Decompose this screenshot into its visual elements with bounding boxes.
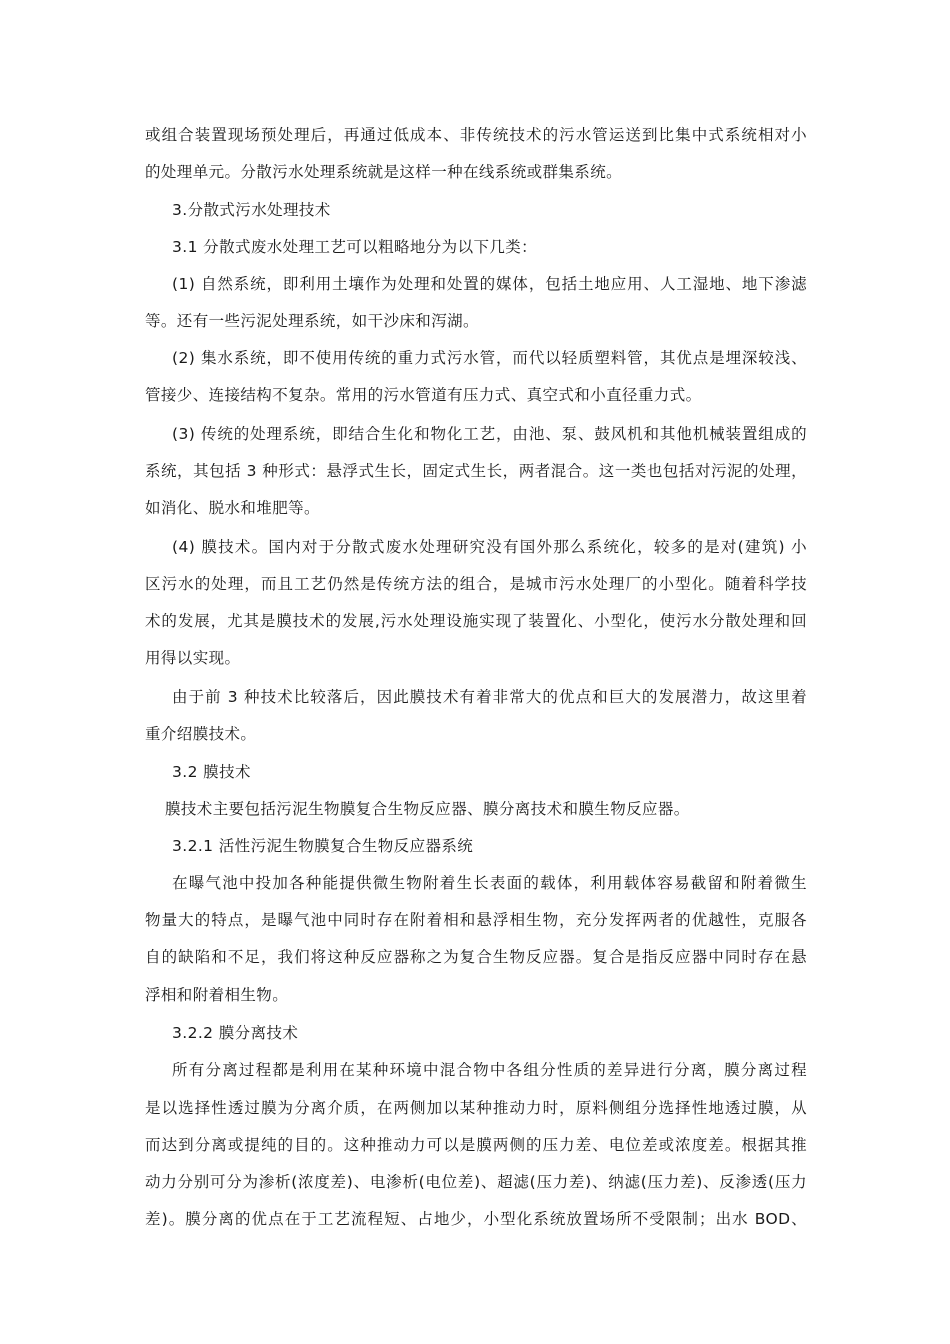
subsection-heading: 3.2.1 活性污泥生物膜复合生物反应器系统: [172, 837, 474, 855]
text-line: (3) 传统的处理系统，即结合生化和物化工艺，由池、泵、鼓风机和其他机械装置组成的: [172, 425, 807, 443]
text-line: 膜技术主要包括污泥生物膜复合生物反应器、膜分离技术和膜生物反应器。: [165, 800, 690, 818]
text-line: 动力分别可分为渗析(浓度差)、电渗析(电位差)、超滤(压力差)、纳滤(压力差)、反渗透(压力: [145, 1173, 807, 1191]
text-line: 由于前 3 种技术比较落后，因此膜技术有着非常大的优点和巨大的发展潜力，故这里着: [172, 688, 807, 706]
text-line: 是以选择性透过膜为分离介质，在两侧加以某种推动力时，原料侧组分选择性地透过膜，从: [145, 1099, 807, 1117]
text-line: 或组合装置现场预处理后，再通过低成本、非传统技术的污水管运送到比集中式系统相对小: [145, 126, 807, 144]
text-line: 重介绍膜技术。: [145, 725, 257, 743]
text-line: 而达到分离或提纯的目的。这种推动力可以是膜两侧的压力差、电位差或浓度差。根据其推: [145, 1136, 807, 1154]
text-line: 在曝气池中投加各种能提供微生物附着生长表面的载体，利用载体容易截留和附着微生: [172, 874, 807, 892]
text-line: 术的发展，尤其是膜技术的发展,污水处理设施实现了装置化、小型化，使污水分散处理和回: [145, 612, 807, 630]
text-line: 自的缺陷和不足，我们将这种反应器称之为复合生物反应器。复合是指反应器中同时存在悬: [145, 948, 807, 966]
text-line: 系统，其包括 3 种形式：悬浮式生长，固定式生长，两者混合。这一类也包括对污泥的处理，: [145, 462, 807, 480]
text-line: 差)。膜分离的优点在于工艺流程短、占地少，小型化系统放置场所不受限制；出水 BOD、: [145, 1210, 807, 1228]
text-line: (2) 集水系统，即不使用传统的重力式污水管，而代以轻质塑料管，其优点是埋深较浅、: [172, 349, 807, 367]
text-line: 浮相和附着相生物。: [145, 986, 289, 1004]
text-line: 用得以实现。: [145, 649, 241, 667]
text-line: 所有分离过程都是利用在某种环境中混合物中各组分性质的差异进行分离，膜分离过程: [172, 1061, 807, 1079]
text-line: 如消化、脱水和堆肥等。: [145, 499, 320, 517]
text-line: 管接少、连接结构不复杂。常用的污水管道有压力式、真空式和小直径重力式。: [145, 386, 702, 404]
subsection-heading: 3.2.2 膜分离技术: [172, 1024, 299, 1042]
text-line: 物量大的特点，是曝气池中同时存在附着相和悬浮相生物，充分发挥两者的优越性，克服各: [145, 911, 807, 929]
text-line: 的处理单元。分散污水处理系统就是这样一种在线系统或群集系统。: [145, 163, 623, 181]
text-line: (4) 膜技术。国内对于分散式废水处理研究没有国外那么系统化，较多的是对(建筑) 小: [172, 538, 807, 556]
text-line: (1) 自然系统，即利用土壤作为处理和处置的媒体，包括土地应用、人工湿地、地下渗滤: [172, 275, 807, 293]
text-line: 等。还有一些污泥处理系统，如干沙床和泻湖。: [145, 312, 479, 330]
subsection-heading: 3.1 分散式废水处理工艺可以粗略地分为以下几类：: [172, 238, 538, 256]
subsection-heading: 3.2 膜技术: [172, 763, 251, 781]
section-heading: 3.分散式污水处理技术: [172, 201, 331, 219]
text-line: 区污水的处理，而且工艺仍然是传统方法的组合，是城市污水处理厂的小型化。随着科学技: [145, 575, 807, 593]
